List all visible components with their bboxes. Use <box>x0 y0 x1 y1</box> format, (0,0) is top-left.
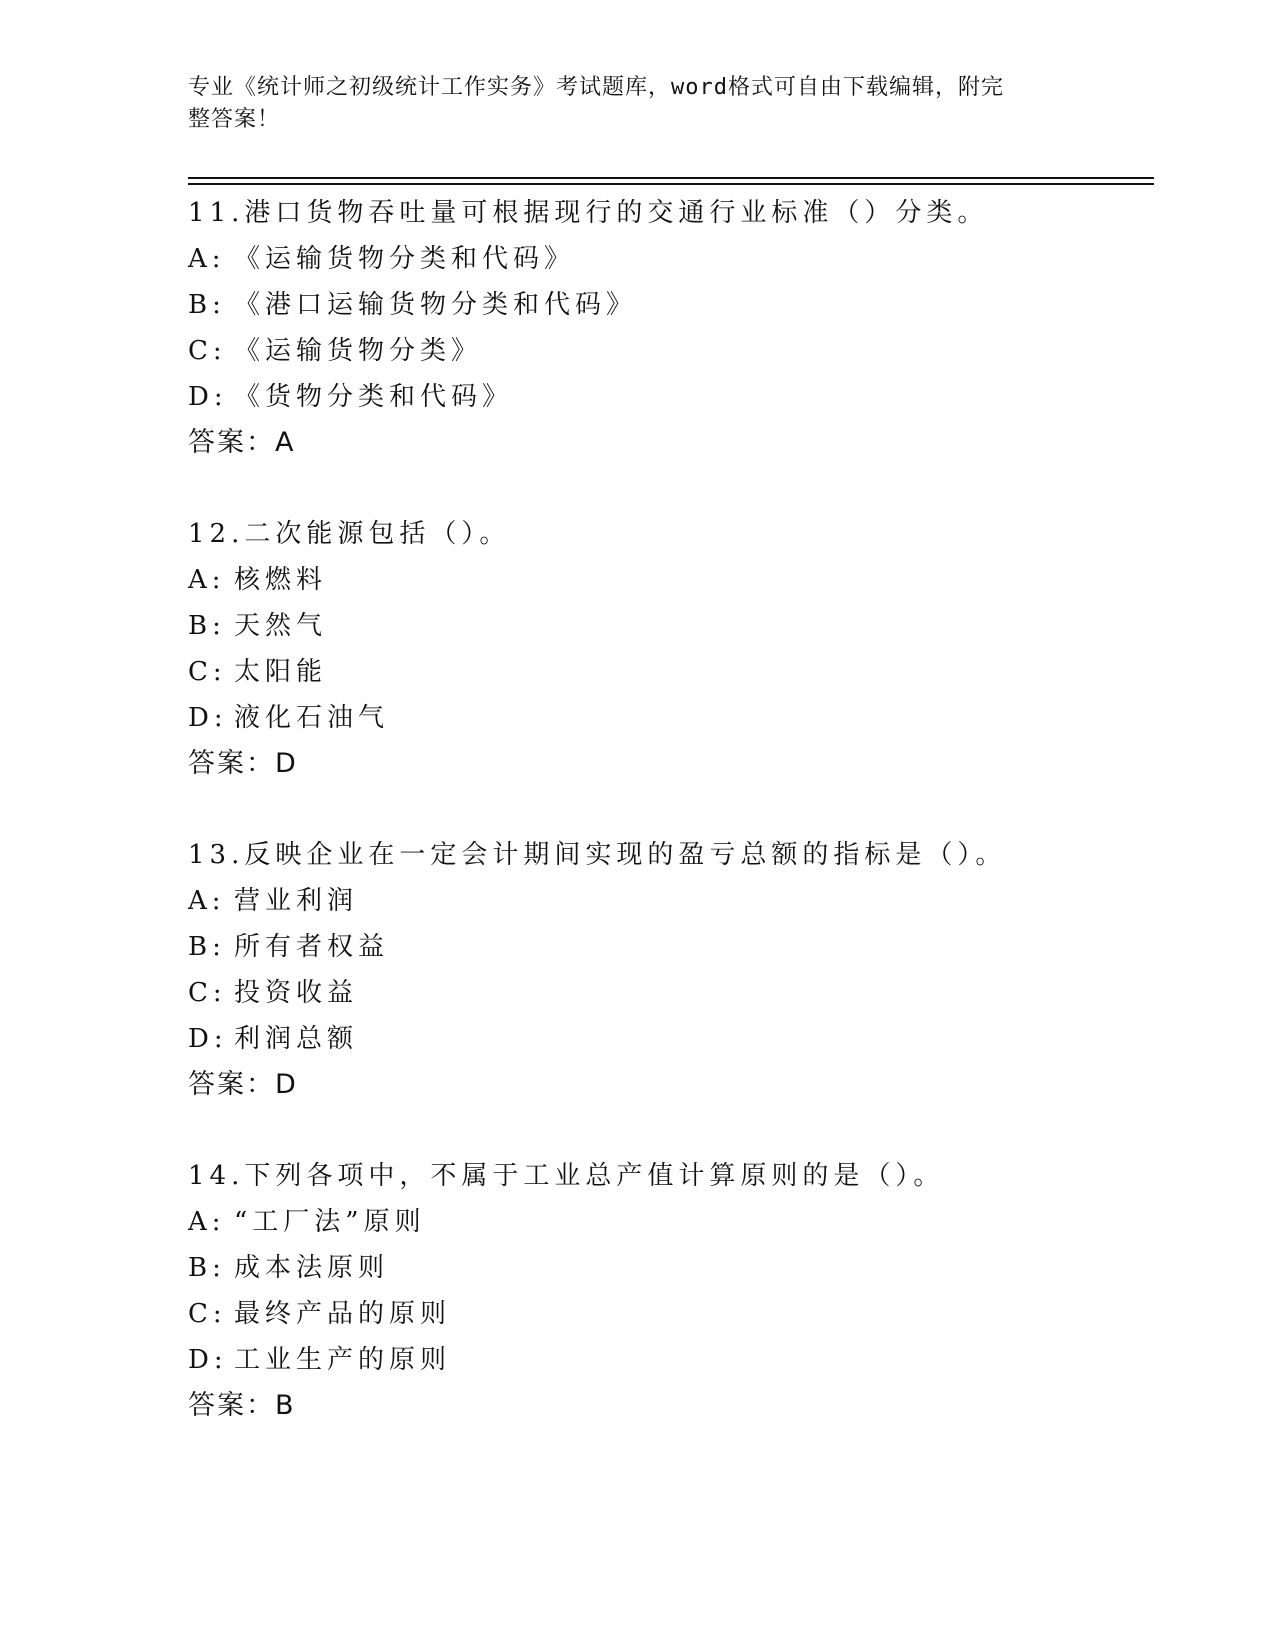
option-c <box>188 970 1154 1016</box>
option-letter: C: <box>188 657 227 687</box>
option-a <box>188 557 1154 603</box>
option-letter: C: <box>188 978 227 1008</box>
option-text: 成本法原则 <box>234 1253 390 1283</box>
option-text: 天然气 <box>234 611 328 641</box>
option-letter: B: <box>188 611 226 641</box>
option-letter: A: <box>188 565 226 595</box>
option-c <box>188 328 1154 374</box>
option-letter: B: <box>188 290 226 320</box>
option-text: 利润总额 <box>234 1024 359 1054</box>
option-letter: C: <box>188 336 227 366</box>
option-letter: A: <box>188 1207 226 1237</box>
option-text: 《运输货物分类和代码》 <box>234 244 576 274</box>
header-divider-top <box>188 177 1154 179</box>
question-item <box>188 511 1154 787</box>
option-letter: D: <box>188 1345 228 1375</box>
option-letter: B: <box>188 932 226 962</box>
header-line-1: 专业《统计师之初级统计工作实务》考试题库，word格式可自由下载编辑，附完 <box>188 75 1004 100</box>
option-b <box>188 282 1154 328</box>
option-b <box>188 924 1154 970</box>
document-header <box>188 72 1068 136</box>
option-text: 太阳能 <box>234 657 328 687</box>
question-stem: 13.反映企业在一定会计期间实现的盈亏总额的指标是（）。 <box>188 840 1007 870</box>
option-text: 核燃料 <box>234 565 328 595</box>
option-letter: D: <box>188 382 228 412</box>
option-a <box>188 878 1154 924</box>
answer-line: 答案：D <box>188 1069 298 1100</box>
question-item <box>188 1153 1154 1429</box>
question-list <box>188 190 1154 1474</box>
option-letter: C: <box>188 1299 227 1329</box>
option-text: 液化石油气 <box>234 703 390 733</box>
option-c <box>188 649 1154 695</box>
option-a <box>188 1199 1154 1245</box>
question-stem: 14.下列各项中，不属于工业总产值计算原则的是（）。 <box>188 1161 945 1191</box>
header-line-2: 整答案！ <box>188 107 281 132</box>
option-letter: A: <box>188 244 226 274</box>
answer-line: 答案：A <box>188 427 296 458</box>
option-letter: D: <box>188 703 228 733</box>
option-letter: D: <box>188 1024 228 1054</box>
option-letter: B: <box>188 1253 226 1283</box>
option-text: 投资收益 <box>234 978 359 1008</box>
option-c <box>188 1291 1154 1337</box>
answer-line: 答案：D <box>188 748 298 779</box>
answer-line: 答案：B <box>188 1390 296 1421</box>
question-stem: 12.二次能源包括（）。 <box>188 519 511 549</box>
option-b <box>188 1245 1154 1291</box>
header-divider-bottom <box>188 183 1154 185</box>
option-d <box>188 1337 1154 1383</box>
option-d <box>188 695 1154 741</box>
option-text: 最终产品的原则 <box>234 1299 452 1329</box>
option-text: 营业利润 <box>234 886 359 916</box>
option-d <box>188 1016 1154 1062</box>
question-stem: 11.港口货物吞吐量可根据现行的交通行业标准（）分类。 <box>188 198 989 228</box>
question-item <box>188 190 1154 466</box>
option-text: 《运输货物分类》 <box>234 336 483 366</box>
option-a <box>188 236 1154 282</box>
option-letter: A: <box>188 886 226 916</box>
option-text: 《货物分类和代码》 <box>234 382 514 412</box>
option-text: “工厂法”原则 <box>234 1207 426 1237</box>
question-item <box>188 832 1154 1108</box>
option-d <box>188 374 1154 420</box>
option-text: 工业生产的原则 <box>234 1345 452 1375</box>
option-text: 所有者权益 <box>234 932 390 962</box>
option-b <box>188 603 1154 649</box>
option-text: 《港口运输货物分类和代码》 <box>234 290 638 320</box>
